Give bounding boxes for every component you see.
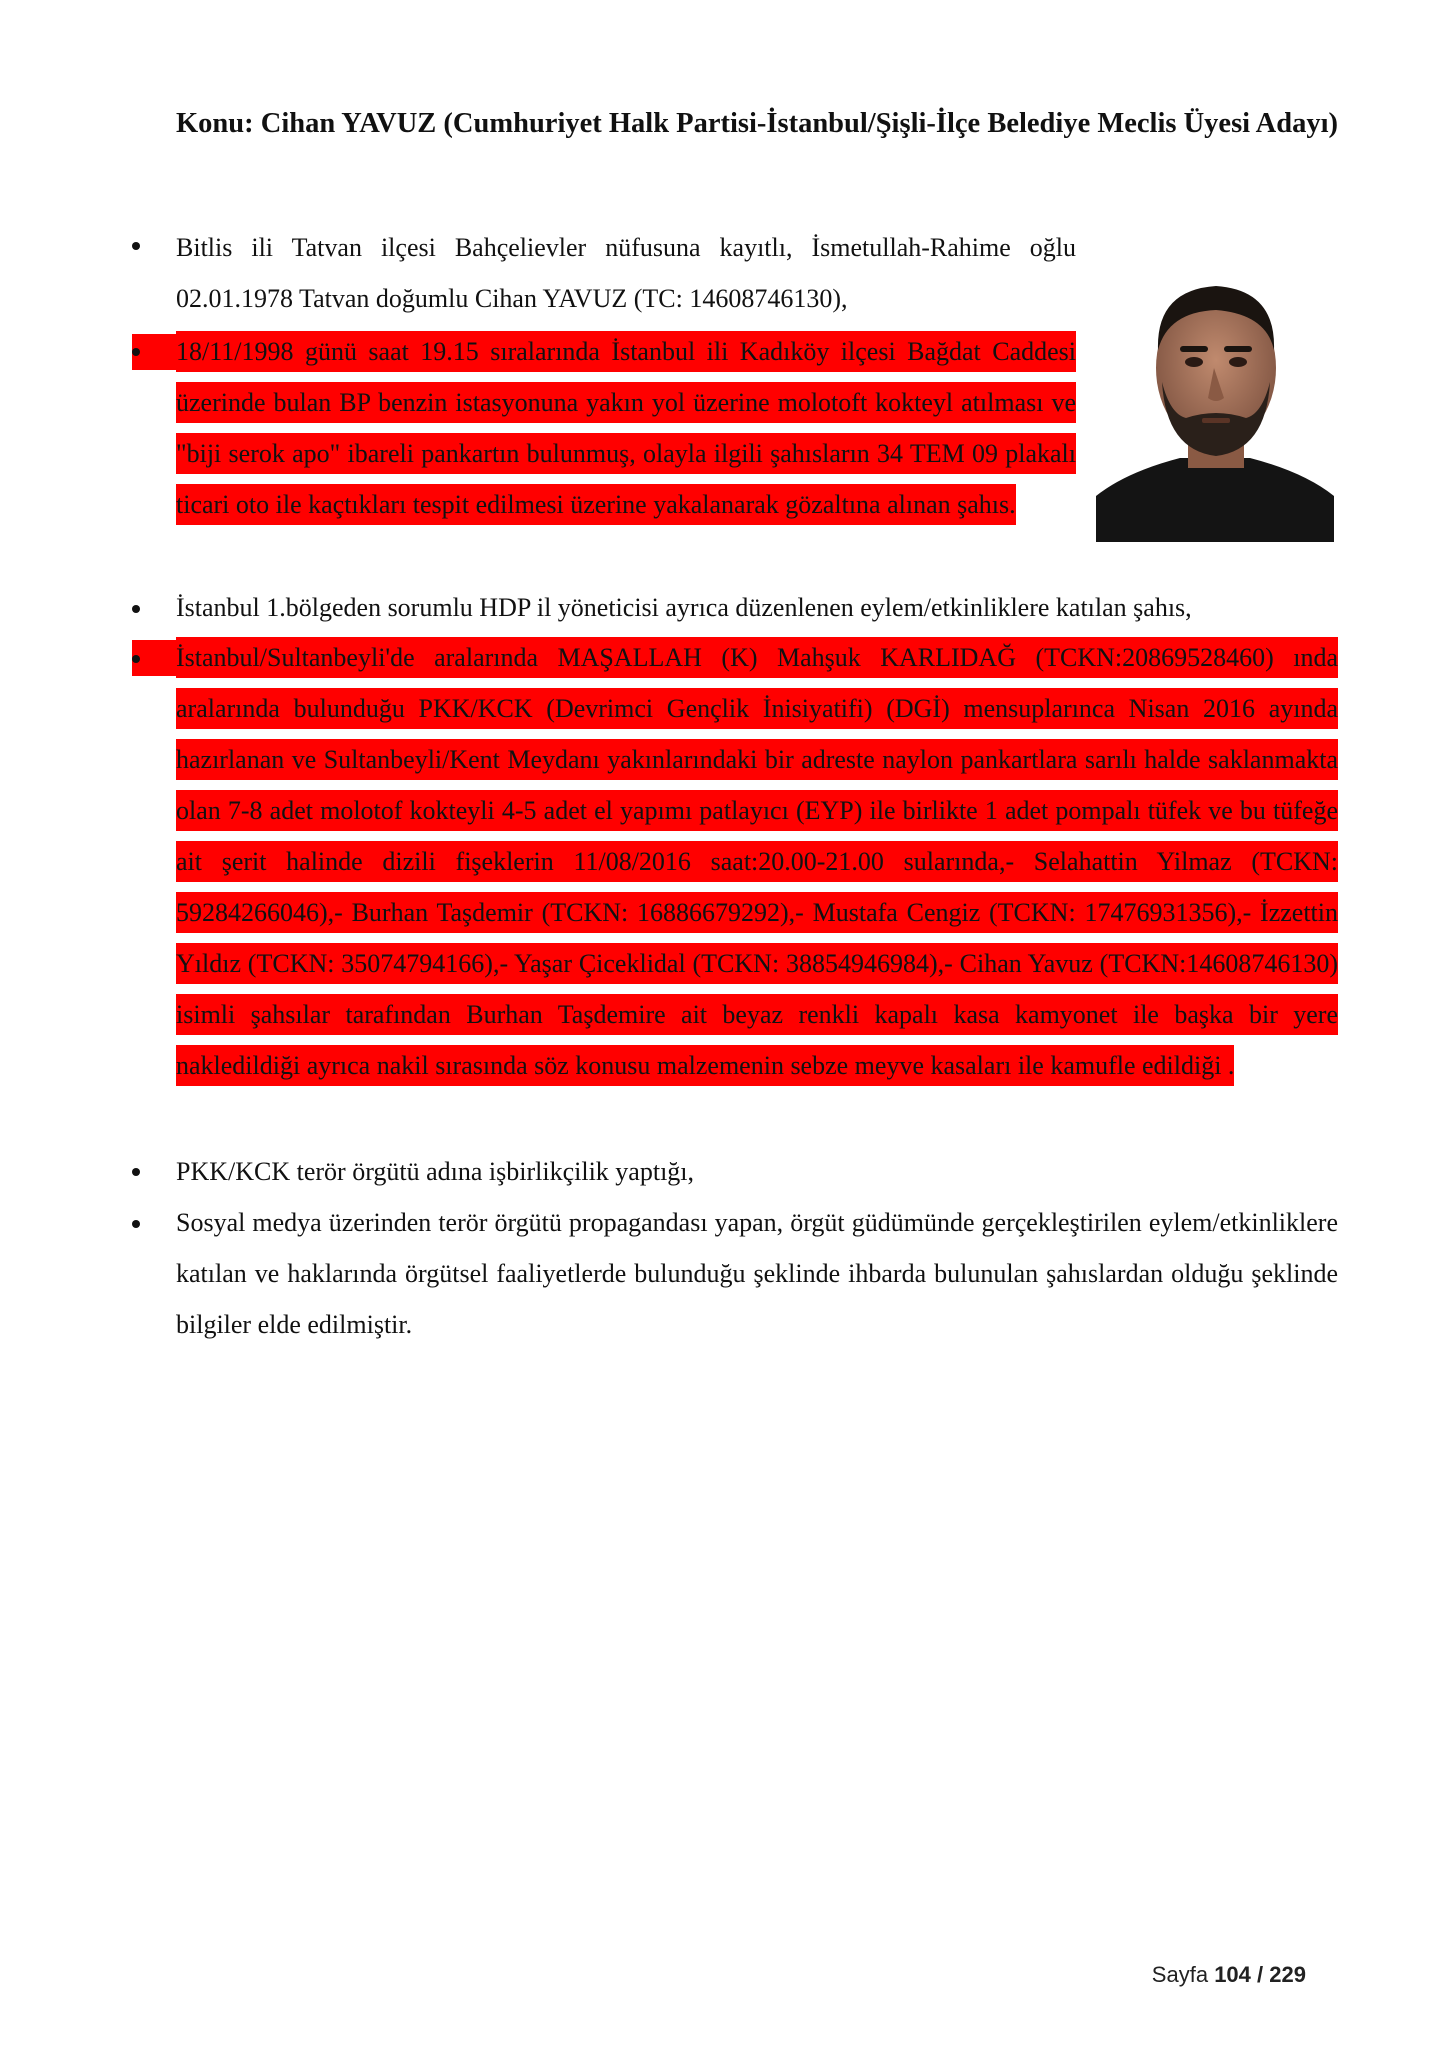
bullet-icon [132, 1168, 140, 1176]
bullet-icon [132, 1220, 140, 1228]
bullet-icon [132, 655, 140, 663]
highlighted-text: 18/11/1998 günü saat 19.15 sıralarında İstanbul ili Kadıköy ilçesi Bağdat Caddesi üzerinde bulan BP benzin istasyonuna yakın yol üzerine molotoft kokteyl atılması ve "biji serok apo" ibareli pankartın bulunmuş, olayla ilgili şahısların 34 TEM 09 plakalı ticari oto ile kaçtıkları tespit edilmesi üzerine yakalanarak gözaltına alınan şahıs. [176, 331, 1076, 525]
portrait-photo [1096, 250, 1334, 542]
current-page: 104 [1214, 1962, 1251, 1987]
list-item-text: İstanbul 1.bölgeden sorumlu HDP il yöneticisi ayrıca düzenlenen eylem/etkinliklere katılan şahıs, [176, 593, 1192, 622]
bullet-icon [132, 348, 140, 356]
page-number [1152, 1962, 1306, 1988]
list-item-text: Bitlis ili Tatvan ilçesi Bahçelievler nüfusuna kayıtlı, İsmetullah-Rahime oğlu 02.01.1978 Tatvan doğumlu Cihan YAVUZ (TC: 14608746130), [176, 233, 1076, 313]
bullet-icon [132, 605, 140, 613]
document-title: Konu: Cihan YAVUZ (Cumhuriyet Halk Partisi-İstanbul/Şişli-İlçe Belediye Meclis Üyesi Adayı) [176, 108, 1338, 139]
page-separator: / [1257, 1962, 1264, 1987]
portrait-image [1096, 250, 1334, 542]
total-pages: 229 [1269, 1962, 1306, 1987]
list-item-text [176, 632, 1338, 1091]
bullet-icon [132, 242, 140, 250]
page-label: Sayfa [1151, 1962, 1209, 1987]
list-item-text: PKK/KCK terör örgütü adına işbirlikçilik yaptığı, [176, 1157, 695, 1186]
list-item-text: Sosyal medya üzerinden terör örgütü propagandası yapan, örgüt güdümünde gerçekleştirilen eylem/etkinliklere katılan ve haklarında örgütsel faaliyetlerde bulunduğu şeklinde ihbarda bulunulan şahıslardan olduğu şeklinde bilgiler elde edilmiştir. [176, 1208, 1338, 1339]
highlighted-text: İstanbul/Sultanbeyli'de aralarında MAŞALLAH (K) Mahşuk KARLIDAĞ (TCKN:20869528460) ında aralarında bulunduğu PKK/KCK (Devrimci Gençlik İnisiyatifi) (DGİ) mensuplarınca Nisan 2016 ayında hazırlanan ve Sultanbeyli/Kent Meydanı yakınlarındaki bir adreste naylon pankartlara sarılı halde saklanmakta olan 7-8 adet molotof kokteyli 4-5 adet el yapımı patlayıcı (EYP) ile birlikte 1 adet pompalı tüfek ve bu tüfeğe ait şerit halinde dizili fişeklerin 11/08/2016 saat:20.00-21.00 sularında,- Selahattin Yilmaz (TCKN: 59284266046),- Burhan Taşdemir (TCKN: 16886679292),- Mustafa Cengiz (TCKN: 17476931356),- İzzettin Yıldız (TCKN: 35074794166),- Yaşar Çiceklidal (TCKN: 38854946984),- Cihan Yavuz (TCKN:14608746130) isimli şahsılar tarafından Burhan Taşdemire ait beyaz renkli kapalı kasa kamyonet ile başka bir yere nakledildiği ayrıca nakil sırasında söz konusu malzemenin sebze meyve kasaları ile kamufle edildiği . [176, 637, 1338, 1086]
list-item-text [176, 326, 1076, 530]
